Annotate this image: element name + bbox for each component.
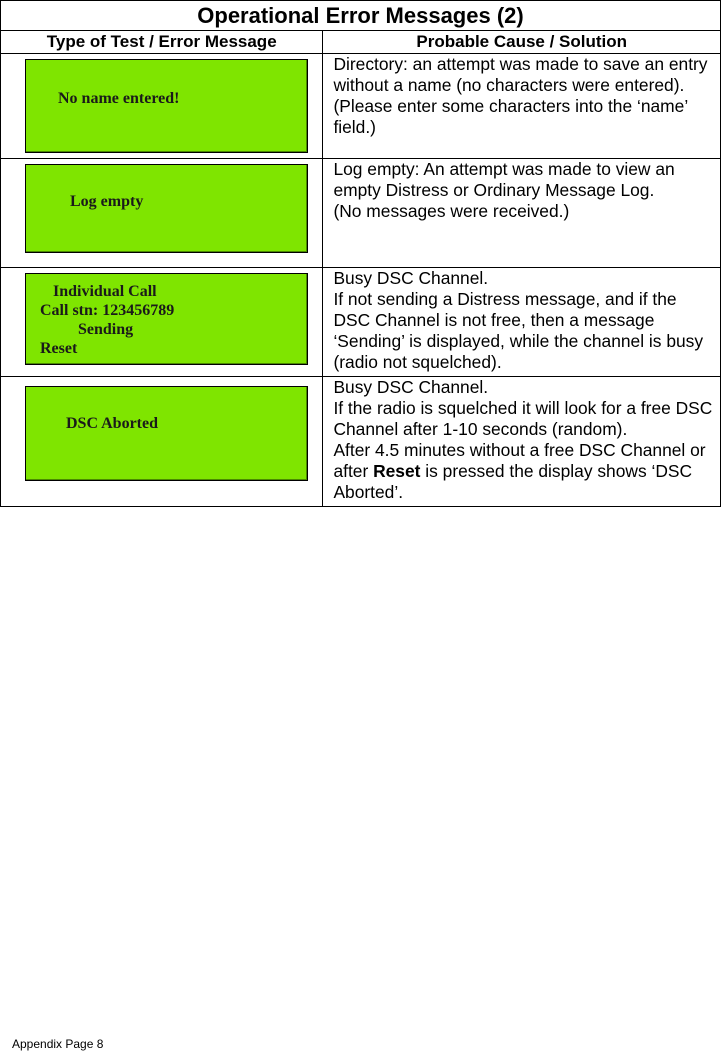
lcd-text-line: Individual Call bbox=[53, 283, 157, 300]
lcd-display bbox=[25, 273, 308, 365]
error-display-cell bbox=[1, 268, 323, 377]
error-display-cell bbox=[1, 159, 323, 268]
lcd-text-line: Log empty bbox=[70, 193, 144, 210]
solution-cell bbox=[323, 54, 721, 159]
table-row bbox=[1, 159, 721, 268]
column-header-cause-solution: Probable Cause / Solution bbox=[323, 31, 721, 54]
lcd-text-line: No name entered! bbox=[58, 90, 180, 107]
table-row bbox=[1, 54, 721, 159]
solution-text: Busy DSC Channel. bbox=[333, 268, 489, 288]
solution-cell bbox=[323, 268, 721, 377]
solution-text-part: After 4.5 minutes without a free DSC Channel or after bbox=[333, 440, 706, 481]
lcd-text-line: Call stn: 123456789 bbox=[40, 302, 175, 319]
solution-text: Busy DSC Channel. bbox=[333, 377, 489, 397]
solution-cell bbox=[323, 377, 721, 507]
solution-cell bbox=[323, 159, 721, 268]
lcd-text-line: Sending bbox=[78, 321, 134, 338]
solution-text bbox=[333, 440, 716, 503]
solution-text: (Please enter some characters into the ‘name’ field.) bbox=[333, 96, 688, 137]
lcd-display bbox=[25, 386, 308, 481]
page-footer: Appendix Page 8 bbox=[12, 1037, 104, 1051]
solution-text: Log empty: An attempt was made to view an empty Distress or Ordinary Message Log. bbox=[333, 159, 675, 200]
solution-text: (No messages were received.) bbox=[333, 201, 570, 221]
reset-keyword: Reset bbox=[373, 461, 421, 481]
lcd-display bbox=[25, 59, 308, 153]
lcd-display bbox=[25, 164, 308, 253]
solution-text: Directory: an attempt was made to save an entry without a name (no characters were entered). bbox=[333, 54, 708, 95]
solution-text: If the radio is squelched it will look for a free DSC Channel after 1-10 seconds (random). bbox=[333, 398, 713, 439]
page-title: Operational Error Messages (2) bbox=[1, 1, 721, 31]
lcd-text-line: Reset bbox=[40, 340, 78, 357]
error-display-cell bbox=[1, 54, 323, 159]
error-messages-table bbox=[0, 0, 721, 507]
lcd-text-line: DSC Aborted bbox=[66, 415, 159, 432]
table-row bbox=[1, 377, 721, 507]
solution-text: If not sending a Distress message, and if the DSC Channel is not free, then a message ‘Sending’ is displayed, while the channel is busy (radio not squelched). bbox=[333, 289, 704, 372]
solution-text-part: is pressed the display shows ‘DSC Aborted’. bbox=[333, 461, 693, 502]
column-header-error-message: Type of Test / Error Message bbox=[1, 31, 323, 54]
error-display-cell bbox=[1, 377, 323, 507]
table-row bbox=[1, 268, 721, 377]
